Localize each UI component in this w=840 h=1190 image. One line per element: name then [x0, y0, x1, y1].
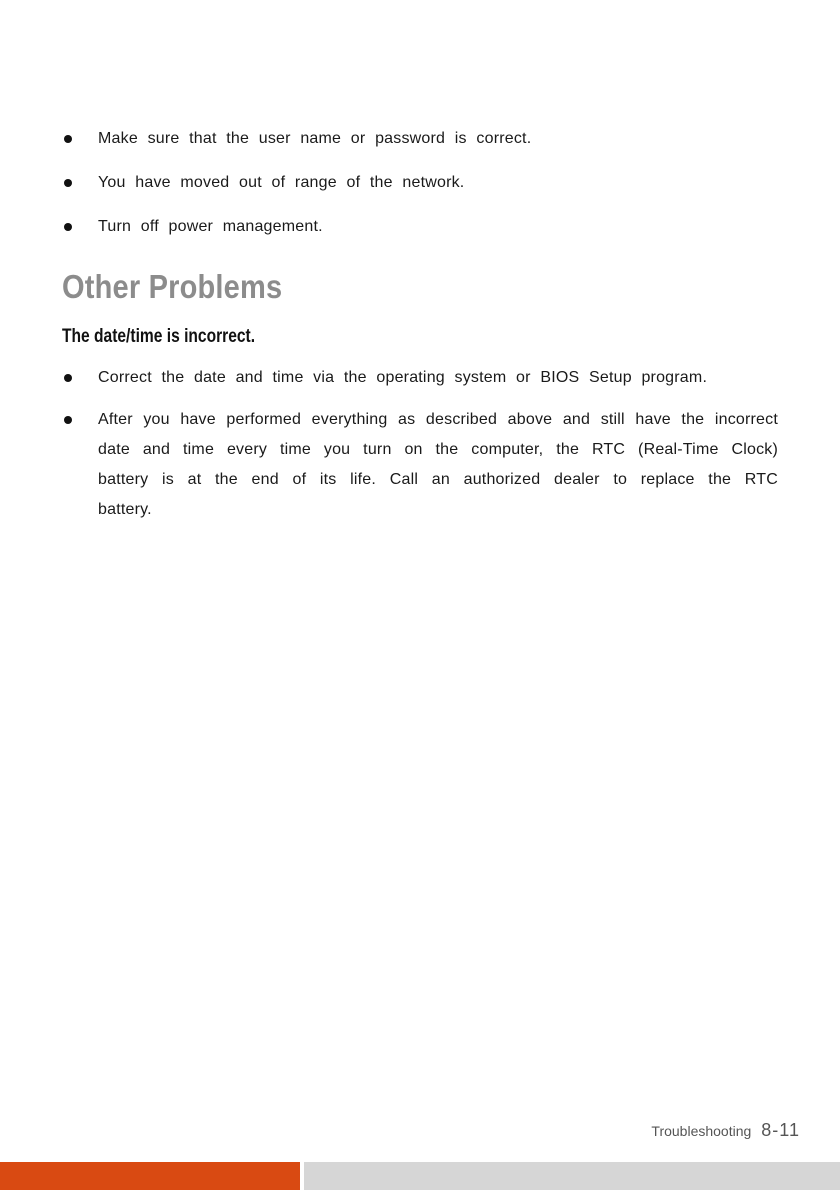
bullet-icon	[64, 223, 72, 231]
bullet-icon	[64, 374, 72, 382]
list-item	[62, 405, 778, 525]
subsection-title: The date/time is incorrect.	[62, 326, 256, 347]
list-item-text: You have moved out of range of the network.	[98, 174, 465, 191]
footer-gray-bar	[304, 1162, 840, 1190]
footer-accent-bar	[0, 1162, 300, 1190]
list-item-text: After you have performed everything as described above and still have the incorrect date and time every time you turn on the computer, the RTC (Real-Time Clock) battery is at the end of its life. Call an authorized dealer to replace the RTC battery.	[98, 411, 778, 518]
list-item	[62, 168, 782, 198]
footer-section-name: Troubleshooting	[651, 1123, 752, 1139]
list-item	[62, 363, 778, 393]
page-footer	[651, 1120, 800, 1141]
list-item	[62, 124, 782, 154]
bullet-icon	[64, 135, 72, 143]
bullet-icon	[64, 179, 72, 187]
section-title: Other Problems	[62, 268, 283, 305]
network-tips-list	[62, 124, 782, 256]
page-number: 8-11	[761, 1120, 800, 1140]
list-item-text: Make sure that the user name or password is correct.	[98, 130, 532, 147]
date-time-tips-list	[62, 363, 778, 537]
list-item-text: Correct the date and time via the operating system or BIOS Setup program.	[98, 369, 708, 386]
bullet-icon	[64, 416, 72, 424]
list-item	[62, 212, 782, 242]
list-item-text: Turn off power management.	[98, 218, 323, 235]
